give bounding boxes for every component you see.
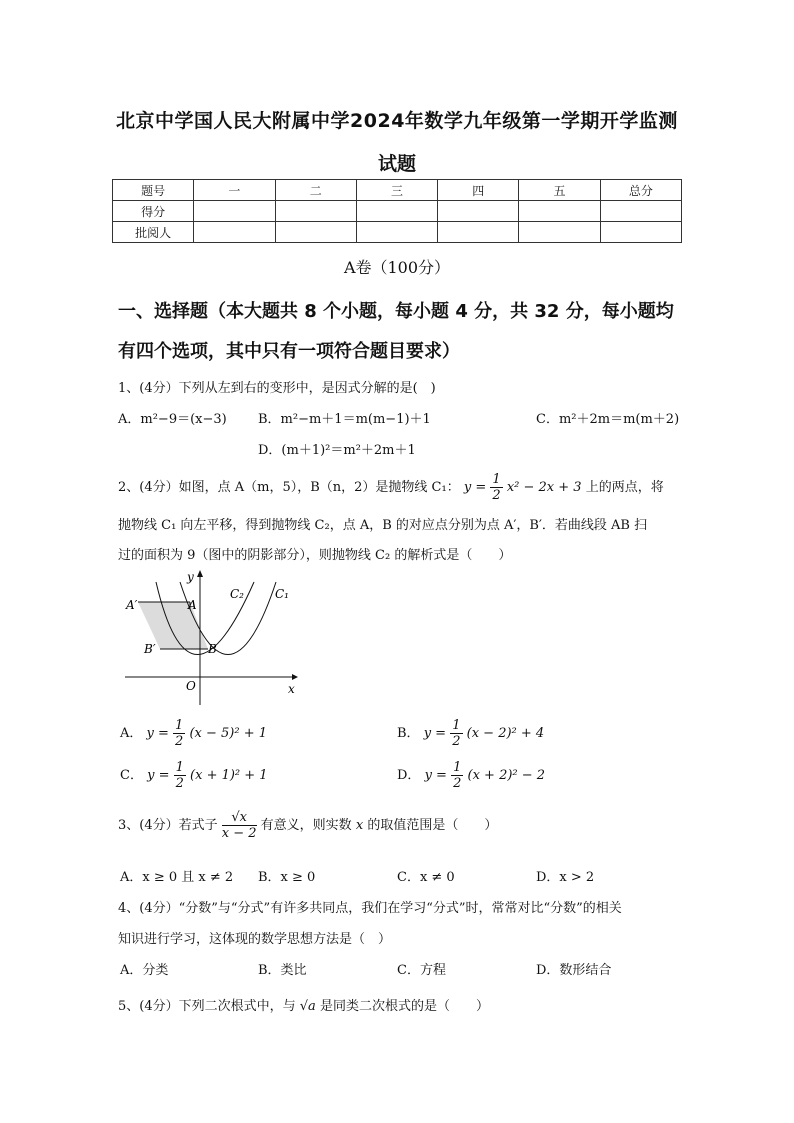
option-expression: (x − 2)² + 4: [466, 726, 545, 741]
score-table-header-row: [113, 180, 682, 201]
q4-option-b: B．类比: [258, 963, 307, 978]
frac-numerator: 1: [175, 760, 184, 775]
half-fraction: [173, 718, 185, 749]
q3-fraction: [222, 810, 257, 841]
score-header-cell: 题号: [113, 180, 194, 201]
q2-y-eq: y =: [463, 480, 487, 495]
score-table-row: [113, 222, 682, 243]
q2-stem-part1: 2、(4分）如图，点 A（m，5），B（n，2）是抛物线 C₁：: [118, 480, 460, 495]
option-letter: C．: [120, 768, 143, 783]
frac-denominator: 2: [175, 776, 184, 791]
option-expression: (x + 1)² + 1: [190, 768, 268, 783]
q2-option-d: [397, 760, 545, 791]
score-header-cell: 四: [438, 180, 519, 201]
y-eq: y =: [147, 768, 170, 783]
score-cell: [194, 222, 275, 243]
half-fraction: [450, 718, 462, 749]
score-table: [112, 179, 682, 243]
frac-numerator: √x: [222, 810, 257, 826]
frac-denominator: 2: [175, 734, 184, 749]
score-cell: [194, 201, 275, 222]
q3-option-a: A．x ≥ 0 且 x ≠ 2: [120, 870, 234, 885]
option-letter: D．: [397, 768, 421, 783]
y-axis-arrow: [197, 570, 203, 577]
q3-var: x: [355, 818, 364, 833]
score-cell: [600, 222, 681, 243]
c1-label: C₁: [275, 587, 289, 601]
frac-denominator: 2: [453, 776, 462, 791]
score-cell: [519, 201, 600, 222]
score-cell: [275, 201, 356, 222]
score-header-cell: 五: [519, 180, 600, 201]
score-cell: [438, 222, 519, 243]
frac-numerator: 1: [175, 718, 184, 733]
frac-denominator: 2: [452, 734, 461, 749]
point-a-label: A: [188, 598, 197, 612]
frac-numerator: 1: [453, 760, 462, 775]
score-cell: [600, 201, 681, 222]
score-header-cell: 一: [194, 180, 275, 201]
option-expression: (x − 5)² + 1: [189, 726, 268, 741]
q2-parabola-graph: [120, 567, 310, 707]
q2-stem-line3: 过的面积为 9（图中的阴影部分），则抛物线 C₂ 的解析式是（ ）: [118, 548, 512, 563]
q2-option-c: [120, 760, 268, 791]
score-header-cell: 二: [275, 180, 356, 201]
section1-heading: [118, 292, 688, 372]
q4-stem-line2: 知识进行学习，这体现的数学思想方法是（ ）: [118, 932, 392, 947]
frac-numerator: 1: [492, 472, 501, 487]
section1-heading-line1: 一、选择题（本大题共 8 个小题，每小题 4 分，共 32 分，每小题均: [118, 301, 674, 322]
exam-title-line2: 试题: [377, 153, 416, 175]
frac-denominator: 2: [492, 488, 501, 503]
q5-stem-part2: 是同类二次根式的是（ ）: [319, 999, 489, 1014]
frac-numerator: 1: [452, 718, 461, 733]
option-letter: A．: [120, 726, 143, 741]
option-expression: (x + 2)² − 2: [467, 768, 546, 783]
q4-option-c: C．方程: [397, 963, 446, 978]
score-cell: [438, 201, 519, 222]
q3-stem-part2: 有意义，则实数: [260, 818, 352, 833]
q4-stem-line1: 4、(4分）“分数”与“分式”有许多共同点，我们在学习“分式”时，常常对比“分数”的相关: [118, 901, 622, 916]
q2-option-a: [120, 718, 267, 749]
score-cell: [356, 222, 437, 243]
score-cell: [356, 201, 437, 222]
q3-option-b: B．x ≥ 0: [258, 870, 316, 885]
q2-half-fraction: [490, 472, 502, 503]
q1-option-a: A．m²−9＝(x−3): [118, 412, 227, 427]
score-row-label: 得分: [113, 201, 194, 222]
q3-option-c: C．x ≠ 0: [397, 870, 455, 885]
half-fraction: [451, 760, 463, 791]
section1-heading-line2: 有四个选项，其中只有一项符合题目要求）: [118, 341, 460, 362]
q2-stem-line1: [118, 472, 664, 503]
score-header-cell: 三: [356, 180, 437, 201]
frac-denominator: x − 2: [221, 826, 257, 841]
half-fraction: [174, 760, 186, 791]
c2-label: C₂: [230, 587, 244, 601]
q2-formula-tail: x² − 2x + 3: [506, 480, 582, 495]
point-bprime-label: B′: [144, 642, 156, 656]
q1-option-b: B．m²−m＋1＝m(m−1)＋1: [258, 412, 431, 427]
score-cell: [275, 222, 356, 243]
y-eq: y =: [146, 726, 169, 741]
score-row-label: 批阅人: [113, 222, 194, 243]
score-cell: [519, 222, 600, 243]
q5-radical: √a: [299, 999, 316, 1014]
y-eq: y =: [424, 768, 447, 783]
q5-stem-part1: 5、(4分）下列二次根式中，与: [118, 999, 296, 1014]
point-b-label: B: [208, 642, 217, 656]
q4-option-a: A．分类: [120, 963, 169, 978]
q1-stem: 1、(4分）下列从左到右的变形中，是因式分解的是( ): [118, 381, 436, 396]
origin-label: O: [186, 679, 196, 693]
x-axis-arrow: [292, 674, 298, 680]
exam-title-line1: 北京中学国人民大附属中学2024年数学九年级第一学期开学监测: [116, 110, 678, 132]
q1-option-c: C．m²＋2m＝m(m＋2): [536, 412, 680, 427]
y-axis-label: y: [187, 570, 194, 584]
q3-stem: [118, 810, 497, 841]
point-aprime-label: A′: [126, 598, 138, 612]
option-letter: B．: [397, 726, 420, 741]
q5-stem: [118, 995, 489, 1014]
q4-option-d: D．数形结合: [536, 963, 612, 978]
x-axis-label: x: [288, 682, 295, 696]
q3-stem-part1: 3、(4分）若式子: [118, 818, 218, 833]
q1-option-d: D．(m＋1)²＝m²＋2m＋1: [258, 443, 416, 458]
y-eq: y =: [423, 726, 447, 741]
q3-option-d: D．x > 2: [536, 870, 595, 885]
q2-stem-part2: 上的两点，将: [585, 480, 664, 495]
score-header-cell: 总分: [600, 180, 681, 201]
q2-option-b: [397, 718, 544, 749]
score-table-row: [113, 201, 682, 222]
section-a-heading: A卷（100分）: [343, 258, 451, 277]
q3-stem-part3: 的取值范围是（ ）: [367, 818, 498, 833]
q2-stem-line2: 抛物线 C₁ 向左平移，得到抛物线 C₂，点 A，B 的对应点分别为点 A′，B′．若曲线段 AB 扫: [118, 518, 648, 533]
